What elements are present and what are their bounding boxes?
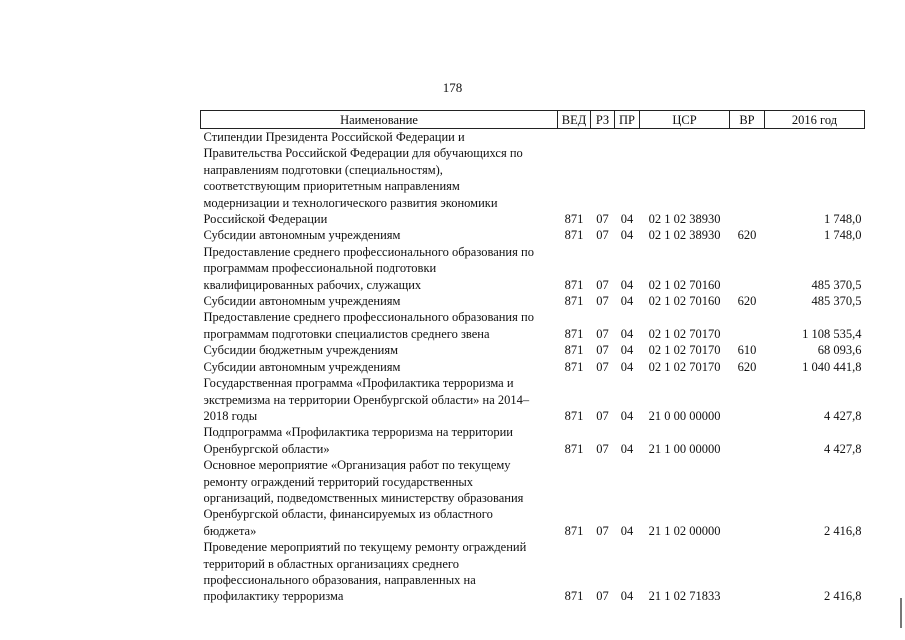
row-rz: 07 bbox=[596, 228, 609, 243]
row-csr: 02 1 02 70170 bbox=[648, 326, 721, 341]
row-name: Субсидии автономным учреждениям bbox=[203, 359, 401, 374]
row-sum: 1 040 441,8 bbox=[802, 359, 862, 374]
row-ved: 871 bbox=[564, 523, 584, 538]
row-pr: 04 bbox=[620, 212, 634, 227]
row-name: Стипендии Президента Российской Федерации и Правительства Российской Федерации для обучающихся по направлениям подготовки (специальностям), соответствующим приоритетным направлениям модернизации и технологического развития экономики Российской Федерации bbox=[203, 130, 523, 227]
header-sum-2016: 2016 год bbox=[765, 111, 865, 129]
row-sum: 1 108 535,4 bbox=[802, 326, 862, 341]
row-rz: 07 bbox=[596, 294, 609, 309]
row-vr bbox=[730, 244, 765, 293]
table-row bbox=[201, 129, 865, 228]
row-pr: 04 bbox=[620, 343, 634, 358]
row-ved: 871 bbox=[564, 277, 584, 292]
table-row bbox=[201, 342, 865, 358]
row-ved: 871 bbox=[564, 359, 584, 374]
table-row bbox=[201, 293, 865, 309]
row-vr: 620 bbox=[737, 228, 757, 243]
row-ved: 871 bbox=[564, 408, 584, 423]
row-rz: 07 bbox=[596, 589, 609, 604]
row-vr: 610 bbox=[737, 343, 757, 358]
header-name: Наименование bbox=[201, 111, 558, 129]
row-csr: 02 1 02 70170 bbox=[648, 343, 721, 358]
budget-table bbox=[200, 110, 865, 605]
row-ved: 871 bbox=[564, 228, 584, 243]
row-ved: 871 bbox=[564, 212, 584, 227]
row-pr: 04 bbox=[620, 228, 634, 243]
row-rz: 07 bbox=[596, 212, 609, 227]
row-sum: 68 093,6 bbox=[817, 343, 862, 358]
header-csr: ЦСР bbox=[640, 111, 730, 129]
row-ved: 871 bbox=[564, 441, 584, 456]
table-row bbox=[201, 457, 865, 539]
row-sum: 2 416,8 bbox=[824, 523, 862, 538]
row-vr: 620 bbox=[737, 359, 757, 374]
row-sum: 4 427,8 bbox=[824, 408, 862, 423]
row-sum: 1 748,0 bbox=[824, 212, 862, 227]
row-rz: 07 bbox=[596, 277, 609, 292]
table-row bbox=[201, 539, 865, 605]
row-ved: 871 bbox=[564, 589, 584, 604]
row-rz: 07 bbox=[596, 343, 609, 358]
row-vr bbox=[730, 424, 765, 457]
table-header bbox=[201, 111, 865, 129]
row-name: Предоставление среднего профессионального образования по программам подготовки специалистов среднего звена bbox=[203, 310, 534, 341]
row-rz: 07 bbox=[596, 359, 609, 374]
table-row bbox=[201, 244, 865, 293]
row-csr: 21 1 02 71833 bbox=[648, 589, 721, 604]
row-vr bbox=[730, 539, 765, 605]
table-row bbox=[201, 424, 865, 457]
row-vr bbox=[730, 457, 765, 539]
row-csr: 21 1 00 00000 bbox=[648, 441, 721, 456]
row-pr: 04 bbox=[620, 294, 634, 309]
row-pr: 04 bbox=[620, 589, 634, 604]
row-name: Предоставление среднего профессионального образования по программам профессиональной подготовки квалифицированных рабочих, служащих bbox=[203, 244, 534, 292]
row-pr: 04 bbox=[620, 359, 634, 374]
scan-edge-mark bbox=[900, 598, 902, 628]
row-vr bbox=[730, 375, 765, 424]
row-csr: 02 1 02 70160 bbox=[648, 294, 721, 309]
row-csr: 21 0 00 00000 bbox=[648, 408, 721, 423]
row-pr: 04 bbox=[620, 523, 634, 538]
row-sum: 4 427,8 bbox=[824, 441, 862, 456]
table-row bbox=[201, 309, 865, 342]
row-pr: 04 bbox=[620, 441, 634, 456]
table-row bbox=[201, 227, 865, 243]
header-pr: ПР bbox=[615, 111, 640, 129]
row-name: Государственная программа «Профилактика терроризма и экстремизма на территории Оренбургской области» на 2014– 2018 годы bbox=[203, 376, 530, 423]
row-csr: 02 1 02 38930 bbox=[648, 212, 721, 227]
row-name: Субсидии бюджетным учреждениям bbox=[203, 343, 399, 358]
row-ved: 871 bbox=[564, 294, 584, 309]
row-rz: 07 bbox=[596, 326, 609, 341]
row-rz: 07 bbox=[596, 523, 609, 538]
row-vr bbox=[730, 129, 765, 228]
row-name: Основное мероприятие «Организация работ по текущему ремонту ограждений территорий государственных организаций, подведомственных министерству образования Оренбургской области, финансируемых из областного бюджета» bbox=[203, 458, 524, 538]
row-sum: 485 370,5 bbox=[811, 277, 862, 292]
row-sum: 1 748,0 bbox=[824, 228, 862, 243]
header-rz: РЗ bbox=[591, 111, 615, 129]
row-csr: 21 1 02 00000 bbox=[648, 523, 721, 538]
row-csr: 02 1 02 38930 bbox=[648, 228, 721, 243]
row-name: Субсидии автономным учреждениям bbox=[203, 228, 401, 243]
row-name: Подпрограмма «Профилактика терроризма на территории Оренбургской области» bbox=[203, 425, 513, 456]
row-ved: 871 bbox=[564, 326, 584, 341]
row-csr: 02 1 02 70160 bbox=[648, 277, 721, 292]
row-sum: 2 416,8 bbox=[824, 589, 862, 604]
row-name: Проведение мероприятий по текущему ремонту ограждений территорий в областных организациях среднего профессионального образования, направленных на профилактику терроризма bbox=[203, 540, 527, 604]
header-ved: ВЕД bbox=[558, 111, 591, 129]
table-body bbox=[201, 129, 865, 605]
row-vr bbox=[730, 309, 765, 342]
row-csr: 02 1 02 70170 bbox=[648, 359, 721, 374]
header-vr: ВР bbox=[730, 111, 765, 129]
table-row bbox=[201, 375, 865, 424]
row-rz: 07 bbox=[596, 408, 609, 423]
row-pr: 04 bbox=[620, 277, 634, 292]
row-rz: 07 bbox=[596, 441, 609, 456]
row-pr: 04 bbox=[620, 408, 634, 423]
row-sum: 485 370,5 bbox=[811, 294, 862, 309]
row-vr: 620 bbox=[737, 294, 757, 309]
page-number: 178 bbox=[442, 80, 463, 95]
row-pr: 04 bbox=[620, 326, 634, 341]
row-name: Субсидии автономным учреждениям bbox=[203, 294, 401, 309]
table-row bbox=[201, 359, 865, 375]
row-ved: 871 bbox=[564, 343, 584, 358]
